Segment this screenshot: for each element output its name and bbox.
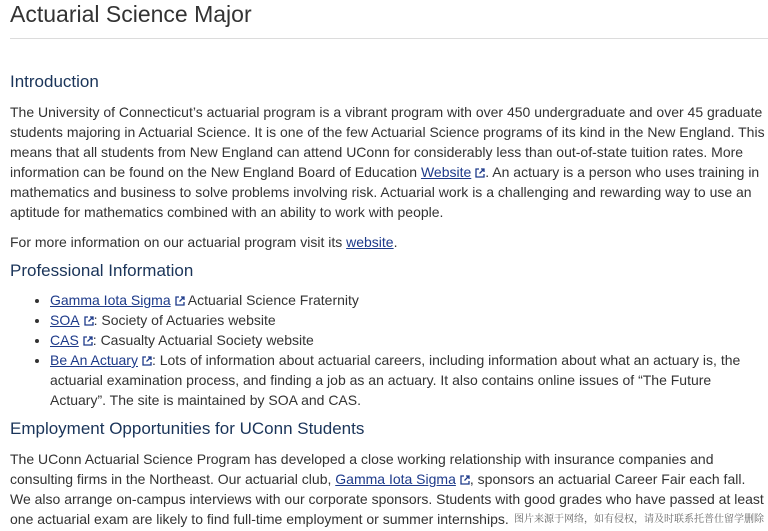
employment-text-2: , sponsors an actuarial Career Fair each fall. We also arrange on-campus interviews with our corporate sponsors. Students with good grades who have passed at least one actuarial exam are likely to find full-time employment or summer internships. — [10, 471, 764, 527]
external-link-icon — [83, 336, 93, 346]
soa-link[interactable]: SOA — [50, 312, 80, 328]
professional-list — [10, 290, 766, 410]
list-item — [50, 350, 766, 410]
external-link-icon — [475, 168, 485, 178]
program-website-link[interactable]: website — [346, 234, 394, 250]
gamma-iota-sigma-link[interactable]: Gamma Iota Sigma — [50, 292, 171, 308]
page-title: Actuarial Science Major — [10, 1, 252, 27]
external-link-icon — [460, 475, 470, 485]
external-link-icon — [142, 356, 152, 366]
employment-text-1: The UConn Actuarial Science Program has developed a close working relationship with insurance companies and consulting firms in the Northeast. Our actuarial club, — [10, 451, 714, 487]
intro-text-4: . — [393, 234, 398, 250]
external-link-icon — [84, 316, 94, 326]
intro-paragraph — [10, 102, 766, 222]
section-heading-employment: Employment Opportunities for UConn Students — [10, 419, 365, 438]
intro-text-3: For more information on our actuarial program visit its — [10, 234, 347, 250]
list-item-text: : Casualty Actuarial Society website — [92, 332, 314, 348]
gamma-iota-sigma-club-link[interactable]: Gamma Iota Sigma — [335, 471, 456, 487]
list-item — [50, 290, 766, 310]
title-divider — [10, 38, 768, 39]
watermark-caption: 图片来源于网络，如有侵权，请及时联系托普仕留学删除 — [514, 514, 764, 525]
intro-paragraph-2 — [10, 232, 766, 252]
cas-link[interactable]: CAS — [50, 332, 79, 348]
nebhe-website-link[interactable]: Website — [420, 164, 472, 180]
list-item-text: Actuarial Science Fraternity — [184, 292, 359, 308]
section-heading-professional: Professional Information — [10, 261, 194, 280]
list-item-text: : Lots of information about actuarial careers, including information about what an actuary is, the actuarial examination process, and finding a job as an actuary. It also contains online issues of “The Future Actuary”. The site is maintained by SOA and CAS. — [50, 352, 741, 408]
section-heading-introduction: Introduction — [10, 72, 99, 91]
intro-text-1: The University of Connecticut’s actuarial program is a vibrant program with over 450 undergraduate and over 45 graduate students majoring in Actuarial Science. It is one of the few Actuarial Science programs of its kind in the New England. This means that all students from New England can attend UConn for considerably less than out-of-state tuition rates. More information can be found on the New England Board of Education — [10, 104, 765, 180]
intro-text-2: . An actuary is a person who uses training in mathematics and business to solve problems involving risk. Actuarial work is a challenging and rewarding way to use an aptitude for mathematics combined with an ability to work with people. — [10, 164, 760, 220]
list-item — [50, 310, 766, 330]
external-link-icon — [175, 296, 185, 306]
list-item-text: : Society of Actuaries website — [93, 312, 276, 328]
list-item — [50, 330, 766, 350]
be-an-actuary-link[interactable]: Be An Actuary — [50, 352, 138, 368]
